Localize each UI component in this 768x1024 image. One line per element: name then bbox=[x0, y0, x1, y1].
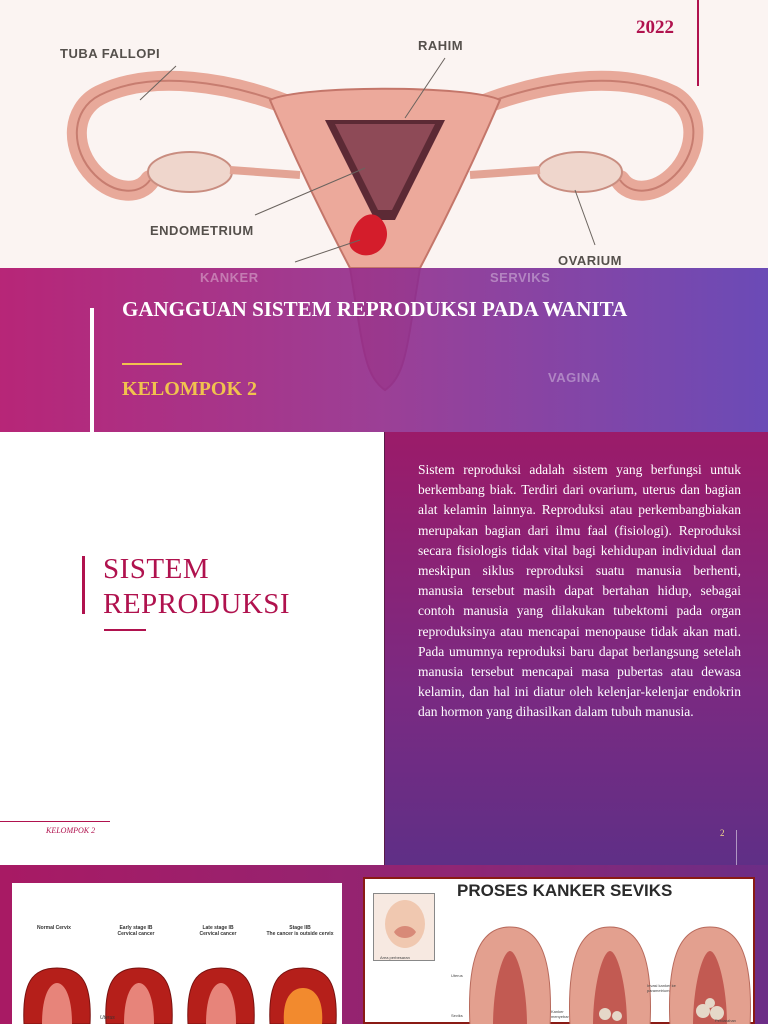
label-rahim: RAHIM bbox=[418, 38, 464, 53]
body-paragraph: Sistem reproduksi adalah sistem yang berfungsi untuk berkembang biak. Terdiri dari ovarium, uterus dan bagian alat kelamin lainnya. Reproduksi atau perkembangbiakan merupakan bagian dari ilmu faal (fisiologi). Reproduksi secara fisiologis tidak vital bagi kehidupan individual dan meskipun siklus reproduksi suatu manusia berhenti, manusia tersebut masih dapat bertahan hidup, sebagai contoh manusia yang dilakukan tubektomi pada organ reproduksinya atau mencapai menopause tidak akan mati. Pada umumnya reproduksi baru dapat berlangsung setelah manusia tersebut mencapai masa pubertas atau dewasa kelamin, dan hal ini diatur oleh kelenjar-kelenjar endokrin dan hormon yang dihasilkan dalam tubuh manusia. bbox=[418, 462, 741, 720]
title-accent-bar bbox=[90, 308, 94, 432]
cover-title: GANGGUAN SISTEM REPRODUKSI PADA WANITA bbox=[122, 297, 628, 321]
label-vagina: VAGINA bbox=[548, 370, 601, 385]
label-tuba-fallopi: TUBA FALLOPI bbox=[60, 46, 161, 61]
label-seviks: Seviks bbox=[451, 1013, 463, 1018]
section-title bbox=[103, 552, 290, 622]
title-band bbox=[0, 268, 768, 432]
page-number-divider bbox=[736, 830, 737, 865]
section-title-line2: REPRODUKSI bbox=[103, 588, 291, 620]
stage-label-early-ib: Early stage IB Cervical cancer bbox=[117, 925, 155, 937]
text-panel bbox=[384, 432, 768, 865]
label-endometrium: ENDOMETRIUM bbox=[150, 223, 254, 238]
year-label: 2022 bbox=[636, 17, 674, 38]
label-uterus: Uterus bbox=[451, 973, 463, 978]
process-title: PROSES KANKER SEVIKS bbox=[457, 881, 673, 900]
label-perdarahan: Perdarahan bbox=[715, 1018, 736, 1023]
label-serviks: SERVIKS bbox=[490, 270, 551, 285]
uterus-stage-drawings bbox=[12, 883, 342, 1024]
cover-title-underline bbox=[122, 363, 182, 365]
stage-label-late-ib: Late stage IB Cervical cancer bbox=[199, 925, 237, 937]
content-slide bbox=[0, 432, 768, 865]
cervical-cancer-process-image bbox=[363, 877, 755, 1024]
label-kanker: KANKER bbox=[200, 270, 259, 285]
year-divider bbox=[697, 0, 699, 86]
cover-slide bbox=[0, 0, 768, 432]
cervix-process-drawings bbox=[365, 879, 757, 1024]
label-kanker-menyebar: Kanker menyebar bbox=[551, 1009, 569, 1019]
section-title-underline bbox=[104, 629, 146, 631]
stage-label-normal: Normal Cervix bbox=[37, 925, 71, 931]
slide-footer: KELOMPOK 2 bbox=[46, 826, 96, 835]
inset-caption: Area perbesaran bbox=[380, 955, 410, 960]
cover-subtitle: KELOMPOK 2 bbox=[122, 378, 257, 400]
page-number: 2 bbox=[720, 828, 725, 838]
section-title-line1: SISTEM bbox=[103, 553, 210, 585]
images-slide bbox=[0, 865, 768, 1024]
uterus-caption: Uterus bbox=[100, 1015, 115, 1021]
stage-label-iib: Stage IIB The cancer is outside cervix bbox=[266, 925, 334, 937]
label-invasi-parametrium: Invasi kanker ke parametrium bbox=[647, 983, 676, 993]
label-ovarium: OVARIUM bbox=[558, 253, 622, 268]
cervical-cancer-stages-image bbox=[12, 883, 342, 1024]
section-accent-bar bbox=[82, 556, 85, 614]
footer-divider bbox=[0, 821, 110, 822]
